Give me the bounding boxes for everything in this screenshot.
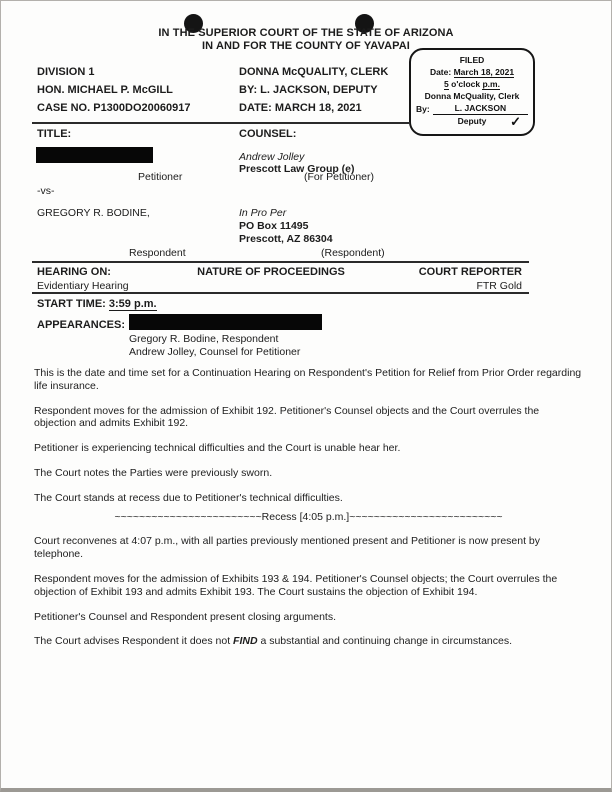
start-time-row xyxy=(37,298,157,310)
stamp-by-label: By: xyxy=(416,104,430,114)
hearing-on-label: HEARING ON: xyxy=(37,266,111,278)
body-paragraph: Respondent moves for the admission of Exhibits 193 & 194. Petitioner's Counsel objects; the Court overrules the objection of Exhibit 193 and admits Exhibit 193. The Court sustains the objection of Exhibit 194. xyxy=(34,572,558,598)
stamp-time-line xyxy=(416,78,528,90)
counsel-for-label: (For Petitioner) xyxy=(304,171,375,183)
title-label: TITLE: xyxy=(37,128,72,140)
appearances-label: APPEARANCES: xyxy=(37,319,126,331)
stamp-deputy-label: Deputy xyxy=(457,116,487,126)
vs-label: -vs- xyxy=(37,185,55,197)
counsel-label: COUNSEL: xyxy=(239,128,297,140)
appearance-line: Gregory R. Bodine, Respondent xyxy=(129,333,279,345)
check-icon: ✓ xyxy=(510,114,521,129)
body-paragraph: Petitioner is experiencing technical difficulties and the Court is unable hear her. xyxy=(34,442,401,455)
respondent-label: Respondent xyxy=(129,247,186,259)
petitioner-counsel-firm: Prescott Law Group (e) xyxy=(239,163,355,175)
respondent-name: GREGORY R. BODINE, xyxy=(37,207,150,219)
stamp-time-ampm: p.m. xyxy=(482,79,500,89)
respondent-address-line2: Prescott, AZ 86304 xyxy=(239,233,333,245)
clerk-info xyxy=(239,63,388,117)
stamp-deputy-signature: L. JACKSON xyxy=(433,102,528,115)
petitioner-label: Petitioner xyxy=(138,171,183,183)
respondent-address-line1: PO Box 11495 xyxy=(239,220,309,232)
hearing-type: Evidentiary Hearing xyxy=(37,280,129,292)
body-paragraph: Court reconvenes at 4:07 p.m., with all parties previously mentioned present and Petitioner is now present by telephone. xyxy=(34,535,541,561)
division-label: DIVISION 1 xyxy=(37,66,95,78)
petitioner-name-redaction xyxy=(36,147,153,163)
stamp-time-hour: 5 xyxy=(444,79,449,89)
divider-hearing-bottom xyxy=(32,292,529,294)
appearance-name-redaction xyxy=(129,314,322,330)
stamp-date-label: Date: xyxy=(429,67,452,77)
body-paragraph-find xyxy=(34,635,583,648)
judge-name: HON. MICHAEL P. McGILL xyxy=(37,84,173,96)
body-paragraph: The Court notes the Parties were previously sworn. xyxy=(34,466,273,479)
start-time-label: START TIME: xyxy=(37,298,106,310)
court-reporter-label: COURT REPORTER xyxy=(418,266,522,278)
appearance-line: Andrew Jolley, Counsel for Petitioner xyxy=(129,346,301,358)
find-emphasis: FIND xyxy=(233,635,258,648)
divider-title xyxy=(32,122,410,124)
respondent-paren-label: (Respondent) xyxy=(321,247,385,259)
start-time-value: 3:59 p.m. xyxy=(108,298,157,310)
court-header-line1: IN THE SUPERIOR COURT OF THE STATE OF ARIZONA xyxy=(158,27,454,39)
body-paragraph: Petitioner's Counsel and Respondent present closing arguments. xyxy=(34,610,337,623)
stamp-date-value: March 18, 2021 xyxy=(453,67,515,77)
body-paragraph: This is the date and time set for a Continuation Hearing on Respondent's Petition for Relief from Prior Order regarding life insurance. xyxy=(34,367,582,392)
clerk-name: DONNA McQUALITY, CLERK xyxy=(239,66,389,78)
stamp-filed-label: FILED xyxy=(459,55,485,65)
court-header-line2: IN AND FOR THE COUNTY OF YAVAPAI xyxy=(202,40,410,52)
nature-of-proceedings-label: NATURE OF PROCEEDINGS xyxy=(197,266,345,278)
stamp-clerk-name: Donna McQuality, Clerk xyxy=(424,91,520,101)
case-number: CASE NO. P1300DO20060917 xyxy=(37,102,191,114)
find-pre-text: The Court advises Respondent it does not xyxy=(34,635,234,648)
divider-hearing-top xyxy=(32,261,529,263)
petitioner-counsel-name: Andrew Jolley xyxy=(239,151,305,163)
filed-stamp xyxy=(409,48,535,136)
stamp-time-oclock: o'clock xyxy=(451,79,481,89)
body-paragraph: Respondent moves for the admission of Exhibit 192. Petitioner's Counsel objects and the Court overrules the objection and admits Exhibit 192. xyxy=(34,404,540,430)
body-paragraph: The Court stands at recess due to Petitioner's technical difficulties. xyxy=(34,491,343,504)
entry-date: DATE: MARCH 18, 2021 xyxy=(239,102,362,114)
stamp-date-line xyxy=(416,66,528,78)
court-reporter-value: FTR Gold xyxy=(476,280,522,292)
minute-entry-body xyxy=(34,367,583,660)
pro-per-label: In Pro Per xyxy=(239,207,287,219)
recess-divider-line: ~~~~~~~~~~~~~~~~~~~~~~~~Recess [4:05 p.m.]~~~~~~~~~~~~~~~~~~~~~~~~~ xyxy=(114,510,503,523)
appearance-lines xyxy=(129,333,300,359)
find-post-text: a substantial and continuing change in circumstances. xyxy=(257,635,513,648)
deputy-name: BY: L. JACKSON, DEPUTY xyxy=(239,84,378,96)
case-info-left xyxy=(37,63,190,117)
